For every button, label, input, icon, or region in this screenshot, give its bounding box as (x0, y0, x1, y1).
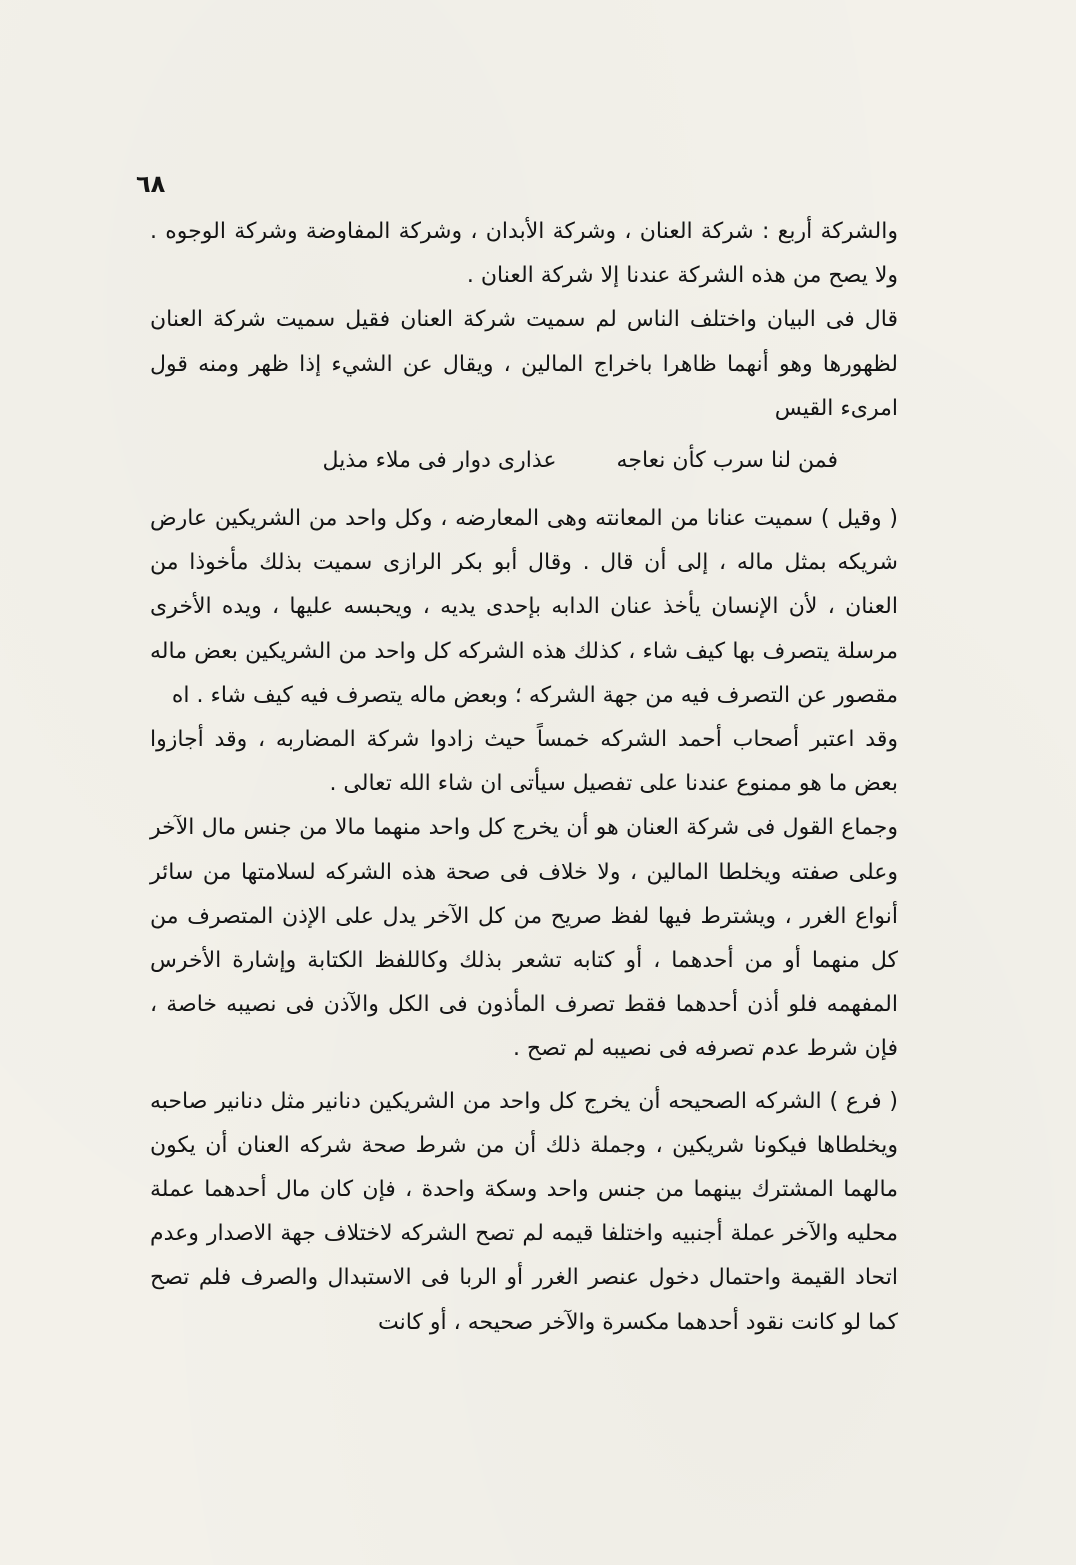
paragraph-inan-conditions: وجماع القول فى شركة العنان هو أن يخرج كل واحد منهما مالا من جنس مال الآخر وعلى صفته ويخلطا المالين ، ولا خلاف فى صحة هذه الشركه لسلامتها من سائر أنواع الغرر ، ويشترط فيها لفظ صريح من كل الآخر يدل على الإذن المتصرف من كل منهما أو من أحدهما ، أو كتابه تشعر بذلك وكاللفظ الكتابة وإشارة الأخرس المفهمه فلو أذن أحدهما فقط تصرف المأذون فى الكل والآذن فى نصيبه خاصة ، فإن شرط عدم تصرفه فى نصيبه لم تصح . (150, 815, 898, 1062)
paragraph-valid-partnership: ( فرع ) الشركه الصحيحه أن يخرج كل واحد من الشريكين دنانير مثل دنانير صاحبه ويخلطاها فيكونا شريكين ، وجملة ذلك أن من شرط صحة شركه العنان أن يكون مالهما المشترك بينهما من جنس واحد وسكة واحدة ، فإن كان مال أحدهما عملة محليه والآخر عملة أجنبيه واختلفا قيمه لم تصح الشركه لاختلاف جهة الاصدار وعدم اتحاد القيمة واحتمال دخول عنصر الغرر أو الربا فى الاستبدال والصرف فلم تصح كما لو كانت نقود أحدهما مكسرة والآخر صحيحه ، أو كانت (150, 1088, 898, 1335)
paragraph-inan-naming: قال فى البيان واختلف الناس لم سميت شركة العنان فقيل سميت شركة العنان لظهورها وهو أنهما ظاهرا باخراج المالين ، ويقال عن الشيء إذا ظهر ومنه قول امرىء القيس (150, 307, 898, 421)
paragraph-partnership-types: والشركة أربع : شركة العنان ، وشركة الأبدان ، وشركة المفاوضة وشركة الوجوه . ولا يصح من هذه الشركة عندنا إلا شركة العنان . (150, 219, 898, 289)
page-body (150, 210, 898, 1345)
page-number: ٦٨ (136, 170, 166, 198)
poetry-verse (150, 439, 898, 483)
verse-first-hemistich: فمن لنا سرب كأن نعاجه (616, 448, 838, 474)
verse-second-hemistich: عذارى دوار فى ملاء مذيل (322, 448, 557, 474)
paragraph-inan-opposition: ( وقيل ) سميت عنانا من المعانته وهى المعارضه ، وكل واحد من الشريكين عارض شريكه بمثل ماله ، إلى أن قال . وقال أبو بكر الرازى سميت بذلك مأخوذا من العنان ، لأن الإنسان يأخذ عنان الدابه بإحدى يديه ، ويحبسه عليها ، ويده الأخرى مرسلة يتصرف بها كيف شاء ، كذلك هذه الشركه كل واحد من الشريكين بعض ماله مقصور عن التصرف فيه من جهة الشركه ؛ وبعض ماله يتصرف فيه كيف شاء . اه (150, 506, 898, 708)
paragraph-hanbali-view: وقد اعتبر أصحاب أحمد الشركه خمساً حيث زادوا شركة المضاربه ، وقد أجازوا بعض ما هو ممنوع عندنا على تفصيل سيأتى ان شاء الله تعالى . (150, 727, 898, 797)
